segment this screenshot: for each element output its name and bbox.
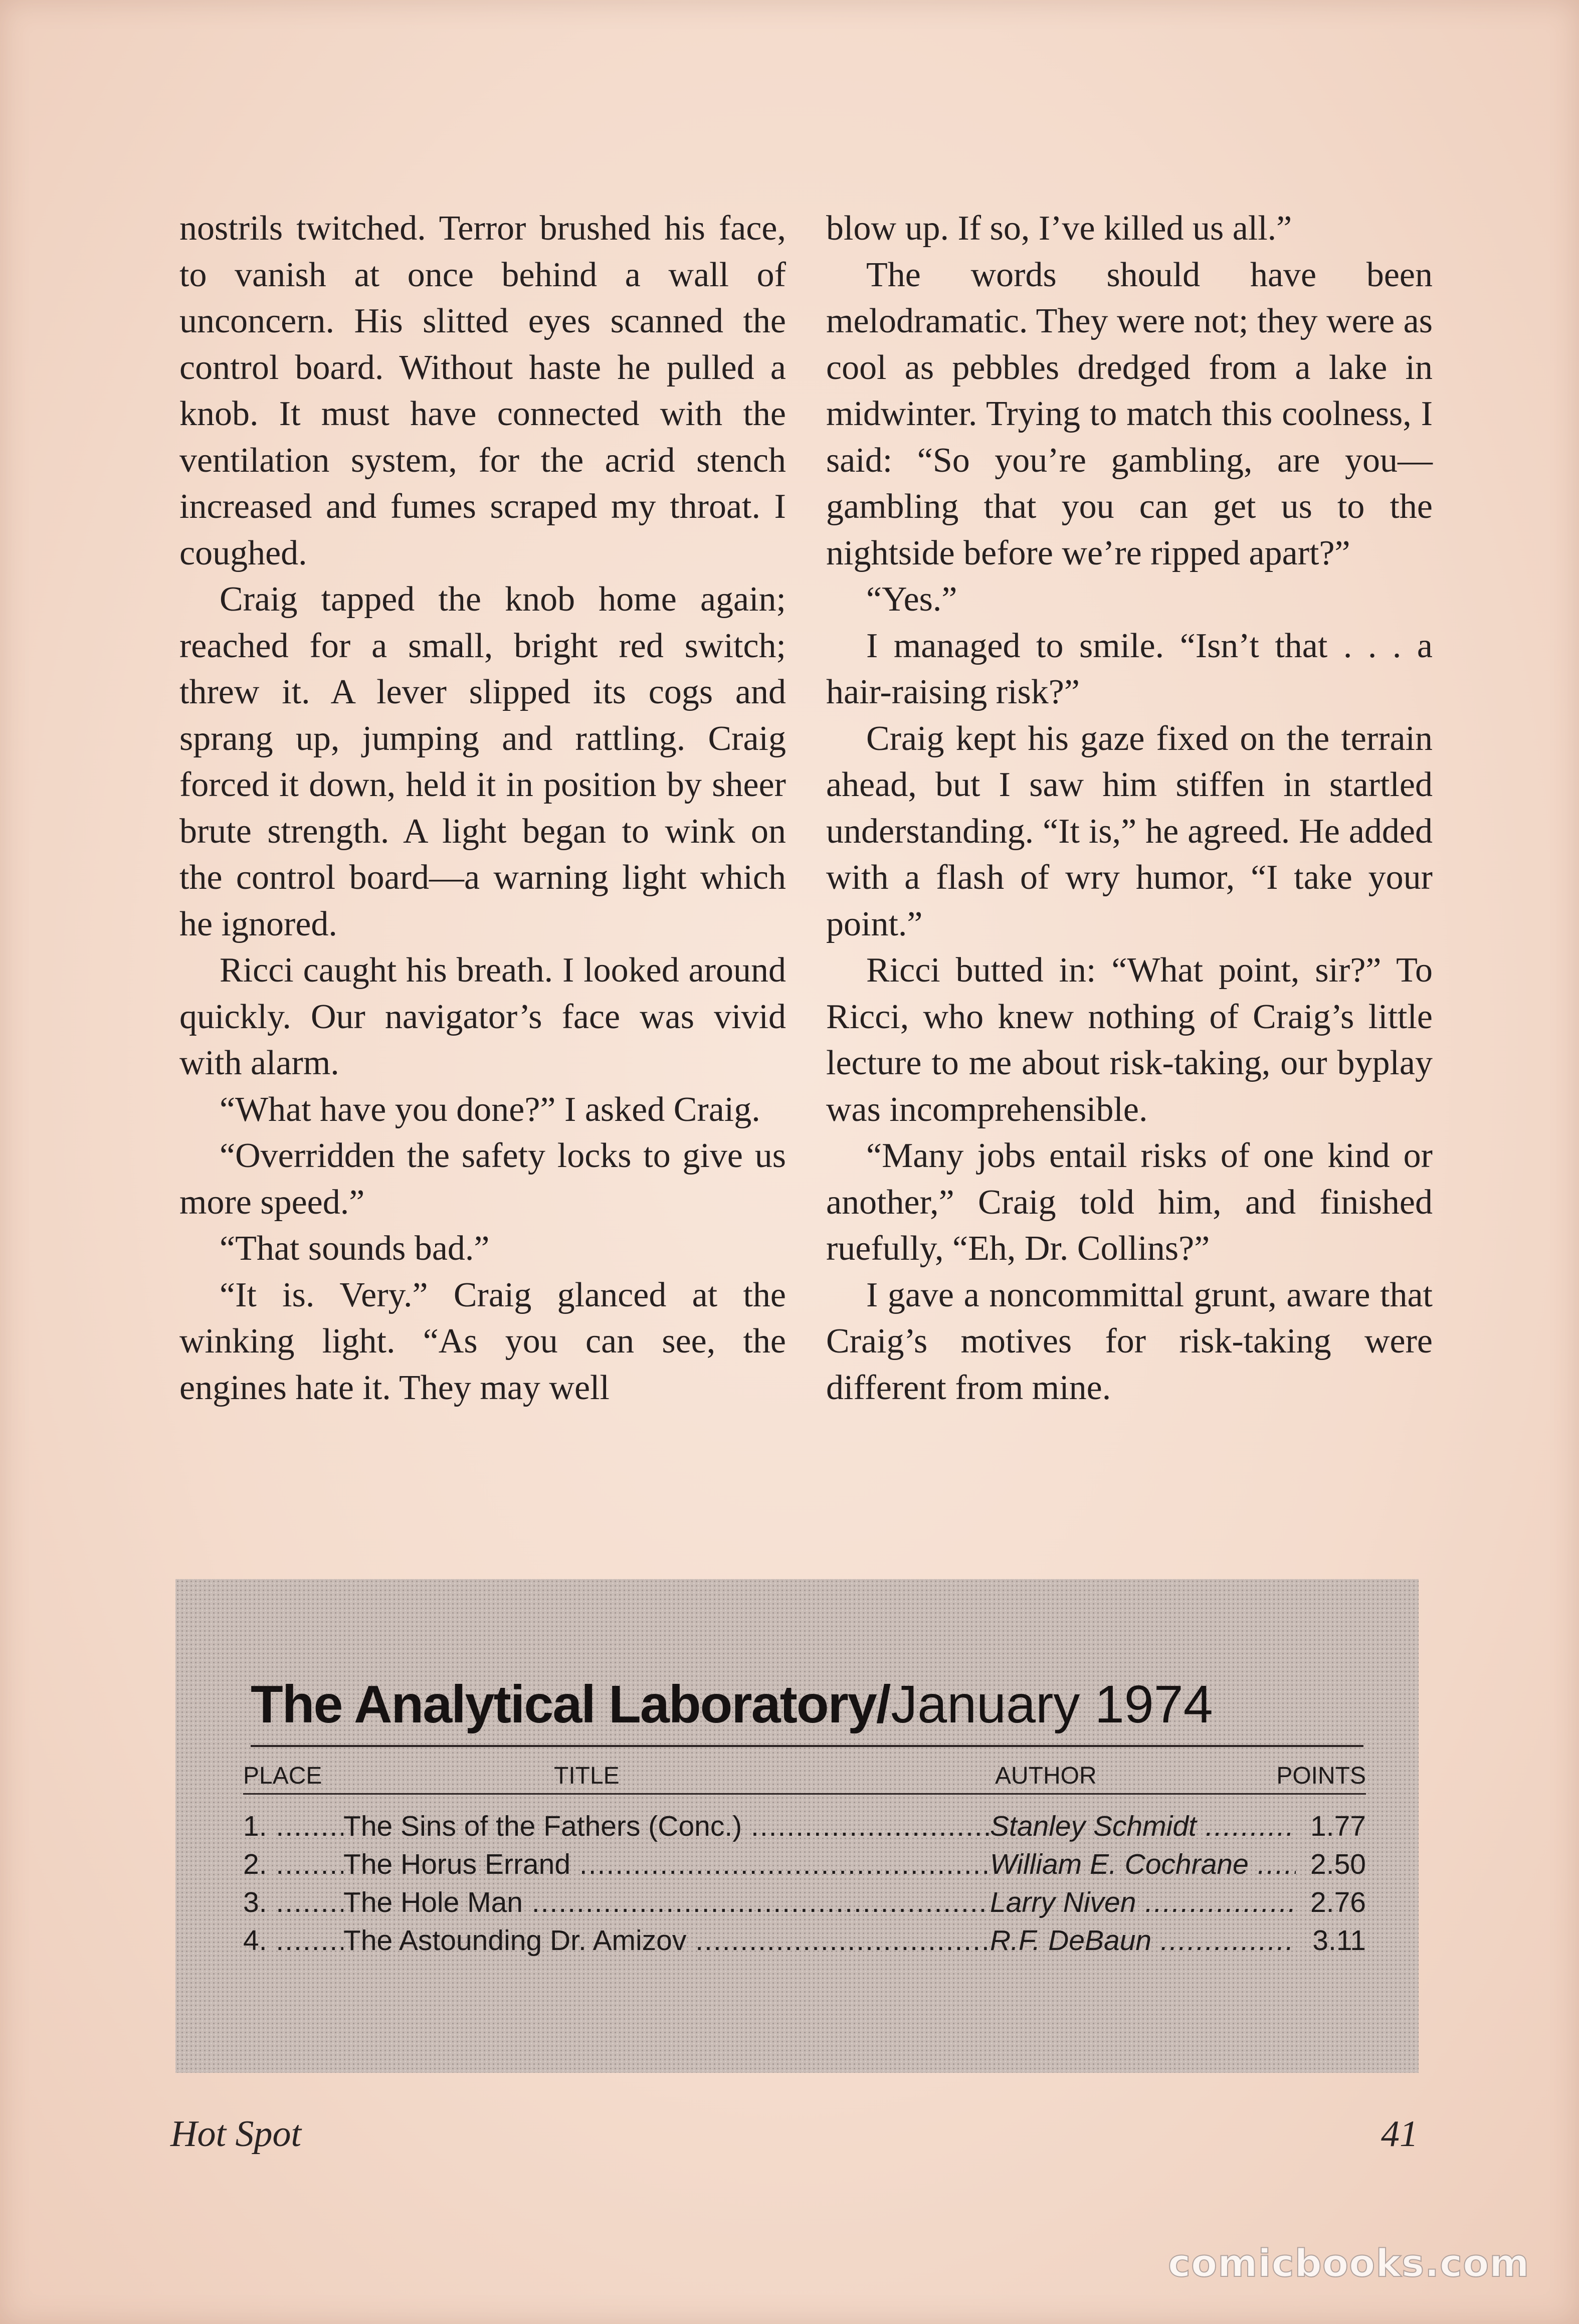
row-points: 3.11 (1312, 1924, 1366, 1957)
paragraph: nostrils twitched. Terror brushed his face, to vanish at once behind a wall of unconcern. His slitted eyes scanned the control board. Without haste he pulled a knob. It must have connected with the ventilation system, for the acrid stench increased and fumes scraped my throat. I coughed. (179, 209, 786, 572)
watermark: comicbooks.com (1168, 2241, 1530, 2285)
row-author: Stanley Schmidt ..... (990, 1807, 1296, 1845)
paragraph: Ricci butted in: “What point, sir?” To Ricci, who knew nothing of Craig’s little lecture to me about risk-taking, our byplay was incomprehensible. (826, 951, 1433, 1129)
row-title: The Horus Errand ..... (343, 1845, 990, 1883)
lab-title-slash: / (876, 1675, 891, 1734)
page-number: 41 (1381, 2113, 1418, 2155)
lab-title-date: January 1974 (891, 1675, 1213, 1734)
paragraph: “Many jobs entail risks of one kind or another,” Craig told him, and finished ruefully, “Eh, Dr. Collins?” (826, 1136, 1433, 1268)
row-place: 2. ..... (243, 1845, 343, 1883)
analytical-laboratory-box (175, 1579, 1419, 2073)
header-title: TITLE (554, 1763, 620, 1789)
row-title: The Astounding Dr. Amizov ..... (343, 1921, 990, 1960)
header-author: AUTHOR (995, 1763, 1097, 1789)
row-author: R.F. DeBaun ..... (990, 1921, 1296, 1960)
lab-table-header (243, 1762, 1366, 1795)
running-title: Hot Spot (170, 2113, 302, 2155)
row-title: The Hole Man ..... (343, 1883, 990, 1921)
row-author: William E. Cochrane ..... (990, 1845, 1296, 1883)
paragraph: “What have you done?” I asked Craig. (220, 1090, 760, 1129)
paragraph: blow up. If so, I’ve killed us all.” (826, 209, 1292, 248)
table-row (243, 1883, 1366, 1921)
paragraph: “Yes.” (866, 580, 957, 619)
row-points: 1.77 (1310, 1810, 1366, 1842)
header-points: POINTS (1276, 1763, 1366, 1789)
paragraph: “Overridden the safety locks to give us more speed.” (179, 1136, 786, 1222)
paragraph: Ricci caught his breath. I looked around quickly. Our navigator’s face was vivid with alarm. (179, 951, 786, 1082)
table-row (243, 1807, 1366, 1845)
paragraph: I gave a noncommittal grunt, aware that Craig’s motives for risk-taking were different from mine. (826, 1275, 1433, 1407)
paragraph: “It is. Very.” Craig glanced at the winking light. “As you can see, the engines hate it. They may well (179, 1275, 786, 1407)
story-column-left (179, 206, 786, 1411)
header-place: PLACE (243, 1763, 322, 1789)
table-row (243, 1921, 1366, 1960)
row-points: 2.50 (1310, 1848, 1366, 1880)
row-author: Larry Niven ..... (990, 1883, 1296, 1921)
row-place: 1. ..... (243, 1807, 343, 1845)
story-column-right (826, 206, 1433, 1411)
lab-title-bold: The Analytical Laboratory (251, 1675, 876, 1734)
row-place: 4. ..... (243, 1921, 343, 1960)
table-row (243, 1845, 1366, 1883)
row-points: 2.76 (1310, 1886, 1366, 1918)
paragraph: Craig kept his gaze fixed on the terrain ahead, but I saw him stiffen in startled understanding. “It is,” he agreed. He added with a flash of wry humor, “I take your point.” (826, 719, 1433, 943)
analytical-laboratory-title (251, 1674, 1363, 1747)
row-place: 3. ..... (243, 1883, 343, 1921)
paragraph: Craig tapped the knob home again; reached for a small, bright red switch; threw it. A lever slipped its cogs and sprang up, jumping and rattling. Craig forced it down, held it in position by sheer brute strength. A light began to wink on the control board—a warning light which he ignored. (179, 580, 786, 943)
paragraph: “That sounds bad.” (220, 1229, 490, 1268)
paragraph: The words should have been melodramatic. They were not; they were as cool as pebbles dredged from a lake in midwinter. Trying to match this coolness, I said: “So you’re gambling, are you—gambling that you can get us to the nightside before we’re ripped apart?” (826, 255, 1433, 572)
row-title: The Sins of the Fathers (Conc.) ..... (343, 1807, 990, 1845)
paragraph: I managed to smile. “Isn’t that . . . a hair-raising risk?” (826, 626, 1433, 711)
